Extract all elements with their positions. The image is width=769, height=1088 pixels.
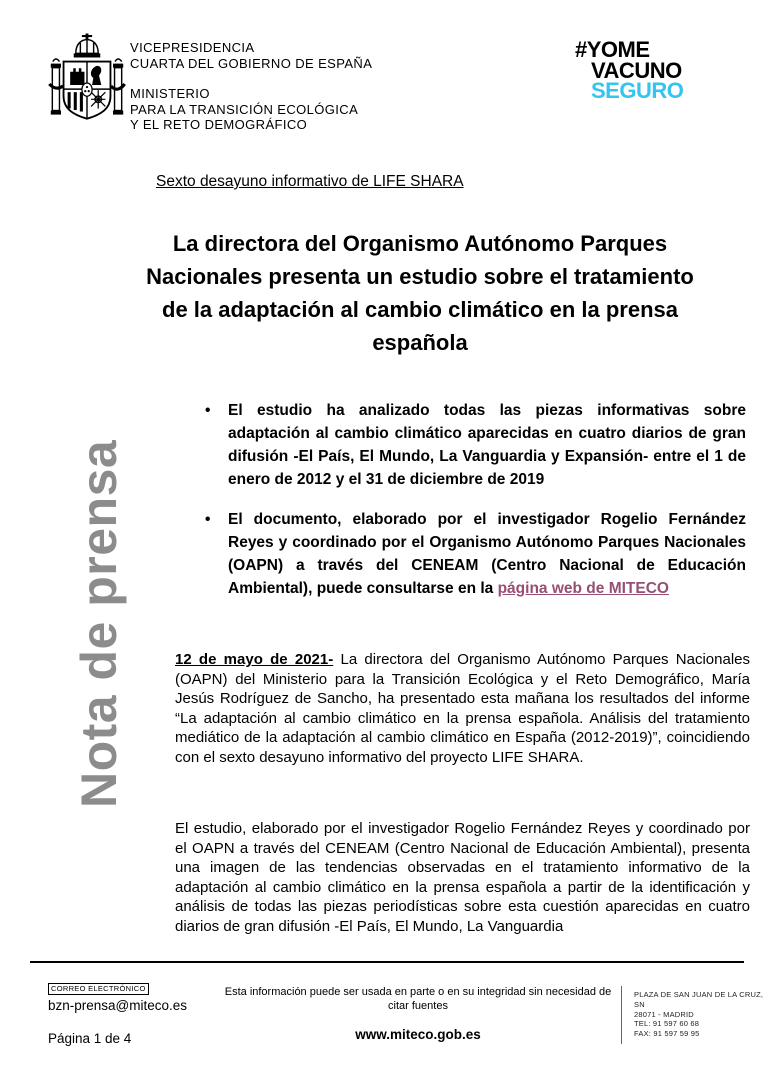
press-email: bzn-prensa@miteco.es — [48, 998, 188, 1013]
address-line: FAX: 91 597 59 95 — [634, 1029, 700, 1039]
paragraph-text: El estudio, elaborado por el investigador Rogelio Fernández Reyes y coordinado por el OAPN a través del CENEAM (Centro Nacional de Educación Ambiental), presenta una imagen de las tendencias observadas en el tratamiento informativo de la adaptación al cambio climático en la prensa española a partir de la identificación y análisis de todas las piezas periodísticas sobre esta cuestión aparecidas en cuatro diarios de gran difusión -El País, El Mundo, La Vanguardia — [175, 820, 750, 935]
campaign-hashtag — [575, 37, 684, 103]
miteco-link[interactable]: página web de MITECO — [497, 580, 669, 597]
body-paragraph — [175, 819, 750, 936]
campaign-line-1: #YOME — [575, 37, 650, 62]
title-line: española — [372, 330, 468, 355]
bullet-item — [205, 508, 746, 600]
ministry-address — [634, 990, 769, 1039]
ministry-header — [130, 40, 372, 133]
bullet-marker: • — [205, 511, 211, 528]
title-line: La directora del Organismo Autónomo Parques — [172, 231, 668, 256]
title-line: de la adaptación al cambio climático en la prensa — [162, 297, 678, 322]
bullet-item — [205, 399, 746, 491]
dateline: 12 de mayo de 2021- — [175, 651, 334, 668]
address-line: PLAZA DE SAN JUAN DE LA CRUZ, SN — [634, 990, 764, 1009]
footer-divider-line — [30, 961, 744, 963]
email-label-badge: CORREO ELECTRÓNICO — [48, 983, 149, 995]
ministry-line: Y EL RETO DEMOGRÁFICO — [130, 117, 308, 132]
body-paragraph — [175, 650, 750, 767]
ministry-website: www.miteco.gob.es — [355, 1027, 481, 1042]
footer-vertical-rule — [621, 986, 622, 1044]
nota-de-prensa-watermark: Nota de prensa — [71, 439, 127, 808]
spain-coat-of-arms-logo — [48, 33, 126, 135]
title-line: Nacionales presenta un estudio sobre el tratamiento — [146, 264, 694, 289]
ministry-line: MINISTERIO — [130, 86, 210, 101]
bullet-marker: • — [205, 402, 211, 419]
ministry-line: PARA LA TRANSICIÓN ECOLÓGICA — [130, 101, 359, 117]
campaign-line-3: SEGURO — [591, 78, 684, 103]
org-line: VICEPRESIDENCIA — [130, 40, 255, 55]
kicker: Sexto desayuno informativo de LIFE SHARA — [156, 173, 464, 190]
address-line: 28071 - MADRID — [634, 1009, 694, 1019]
bullet-list — [205, 399, 746, 617]
usage-note: Esta información puede ser usada en parte o en su integridad sin necesidad de citar fuentes — [224, 986, 612, 1012]
page-title — [95, 227, 745, 359]
bullet-text-segment: El documento, elaborado por el investigador Rogelio Fernández Reyes y coordinado por el Organismo Autónomo Parques Nacionales (OAPN) a través del CENEAM (Centro Nacional de Educación Ambiental), puede consultarse en la — [228, 511, 746, 597]
campaign-line-2: VACUNO — [591, 57, 682, 83]
paragraph-text: La directora del Organismo Autónomo Parques Nacionales (OAPN) del Ministerio para la Transición Ecológica y el Reto Demográfico, María Jesús Rodríguez de Sancho, ha presentado esta mañana los resultados del informe “La adaptación al cambio climático en la prensa española. Análisis del tratamiento mediático de la adaptación al cambio climático en España (2012-2019)”, coincidiendo con el sexto desayuno informativo del proyecto LIFE SHARA. — [175, 651, 750, 766]
bullet-text: El estudio ha analizado todas las piezas informativas sobre adaptación al cambio climático aparecidas en cuatro diarios de gran difusión -El País, El Mundo, La Vanguardia y Expansión- entre el 1 de enero de 2012 y el 31 de diciembre de 2019 — [228, 402, 746, 488]
address-line: TEL: 91 597 60 68 — [634, 1019, 700, 1029]
page-indicator: Página 1 de 4 — [48, 1031, 132, 1046]
org-line: CUARTA DEL GOBIERNO DE ESPAÑA — [130, 55, 373, 71]
bullet-text — [228, 508, 746, 600]
